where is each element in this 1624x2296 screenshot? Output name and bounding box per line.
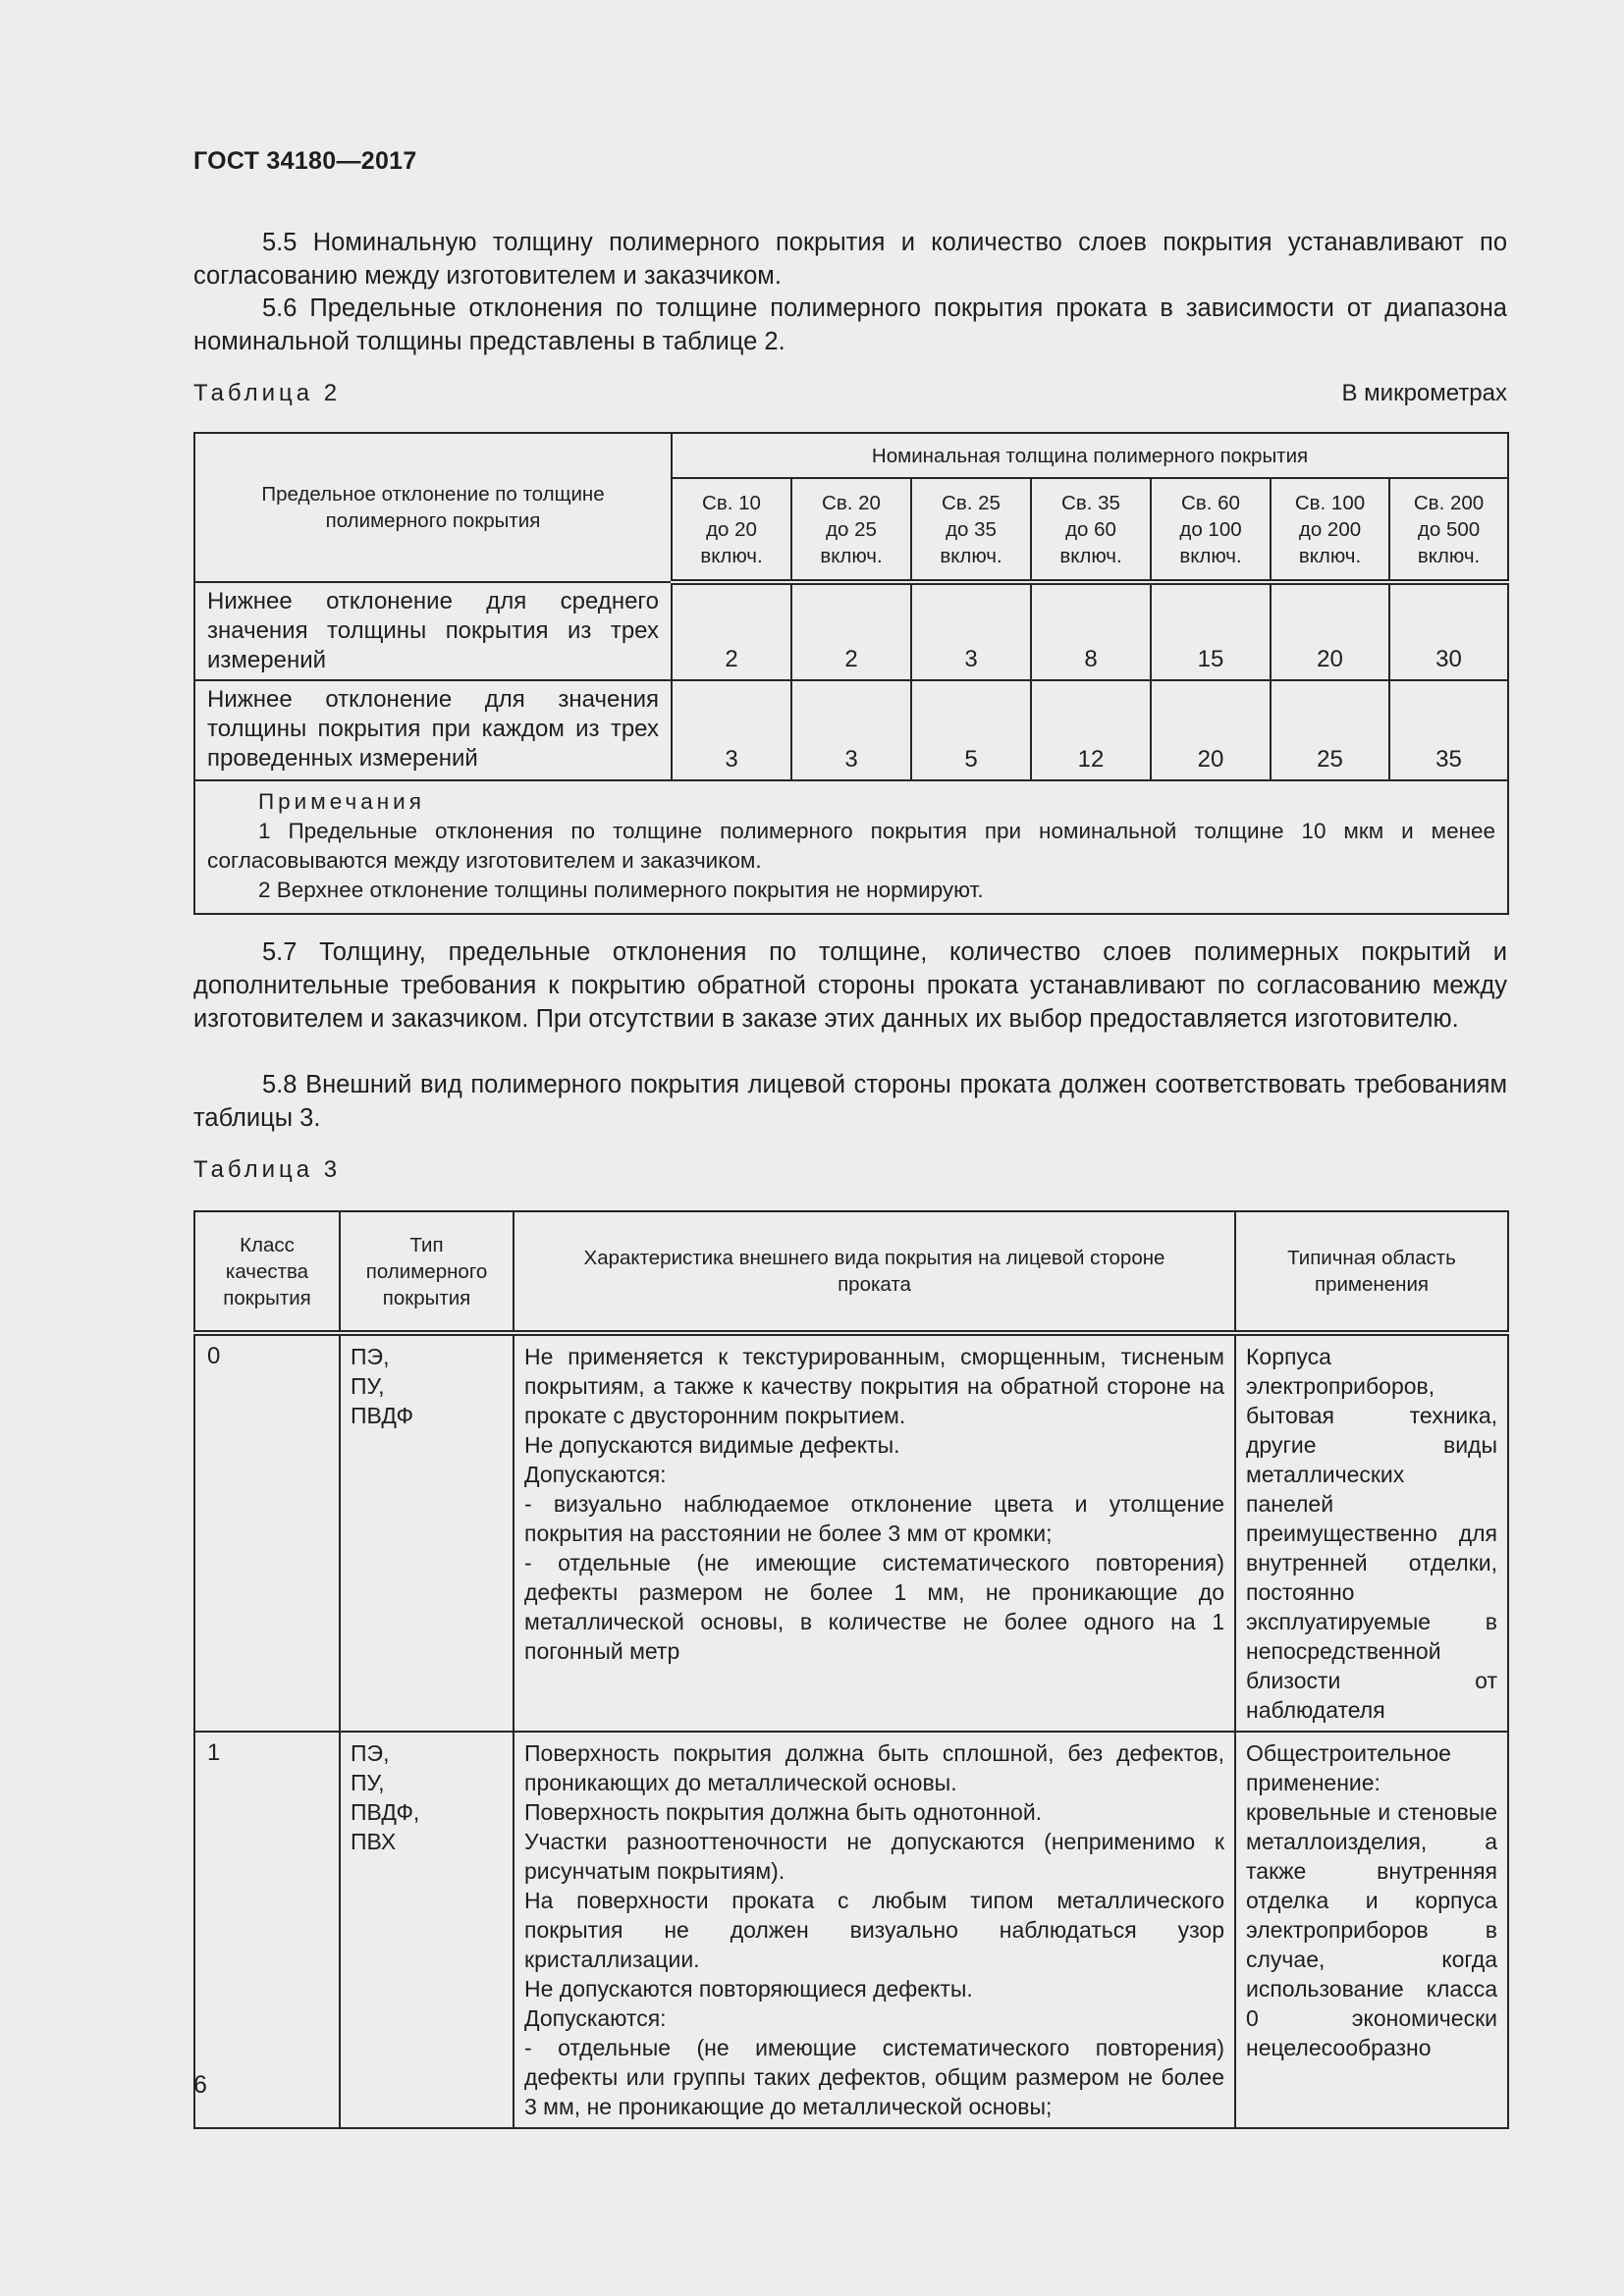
- table2-unit: В микрометрах: [1341, 380, 1507, 406]
- table2-cell: 3: [672, 680, 791, 780]
- table2-col-header: Св. 20 до 25 включ.: [791, 478, 911, 582]
- table2-caption: Таблица 2: [193, 380, 342, 406]
- table3-type-cell: ПЭ, ПУ, ПВДФ: [340, 1333, 514, 1732]
- document-header: ГОСТ 34180—2017: [193, 147, 417, 175]
- table3-area-cell: Общестроительное применение: кровельные и стеновые металлоизделия, а также внутренняя отделка и корпуса электроприборов в случае, когда использование класса 0 экономически нецелесообразно: [1235, 1732, 1508, 2128]
- table2-cell: 20: [1151, 680, 1271, 780]
- table2-cell: 30: [1389, 582, 1508, 680]
- table3-header-characteristic: Характеристика внешнего вида покрытия на лицевой стороне проката: [514, 1211, 1235, 1333]
- table3-description-cell: Не применяется к текстурированным, сморщенным, тисненым покрытиям, а также к качеству покрытия на обратной стороне на прокате с двусторонним покрытием. Не допускаются видимые дефекты. Допускаются: - визуально наблюдаемое отклонение цвета и утолщение покрытия на расстоянии не более 3 мм от кромки; - отдельные (не имеющие систематического повторения) дефекты размером не более 1 мм, не проникающие до металлической основы, в количестве не более одного на 1 погонный метр: [514, 1333, 1235, 1732]
- table3-type-cell: ПЭ, ПУ, ПВДФ, ПВХ: [340, 1732, 514, 2128]
- paragraph-5-6-text: 5.6 Предельные отклонения по толщине полимерного покрытия проката в зависимости от диапазона номинальной толщины представлены в таблице 2.: [193, 294, 1507, 355]
- table3-area-cell: Корпуса электроприборов, бытовая техника, другие виды металлических панелей преимущественно для внутренней отделки, постоянно эксплуатируемые в непосредственной близости от наблюдателя: [1235, 1333, 1508, 1732]
- table3-description-cell: Поверхность покрытия должна быть сплошной, без дефектов, проникающих до металлической основы. Поверхность покрытия должна быть однотонной. Участки разнооттеночности не допускаются (неприменимо к рисунчатым покрытиям). На поверхности проката с любым типом металлического покрытия не должен визуально наблюдаться узор кристаллизации. Не допускаются повторяющиеся дефекты. Допускаются: - отдельные (не имеющие систематического повторения) дефекты или группы таких дефектов, общим размером не более 3 мм, не проникающие до металлической основы;: [514, 1732, 1235, 2128]
- table2-col-header: Св. 100 до 200 включ.: [1271, 478, 1389, 582]
- table3-row: [194, 1732, 1508, 2128]
- table2-note-2: 2 Верхнее отклонение толщины полимерного покрытия не нормируют.: [258, 878, 984, 902]
- table2-group-header: Номинальная толщина полимерного покрытия: [672, 433, 1508, 478]
- table2-cell: 20: [1271, 582, 1389, 680]
- table2-notes: [194, 780, 1508, 914]
- table2-cell: 15: [1151, 582, 1271, 680]
- page-number: 6: [193, 2071, 207, 2099]
- table2-row-label: Нижнее отклонение для среднего значения толщины покрытия из трех измерений: [194, 582, 672, 680]
- table2-cell: 8: [1031, 582, 1151, 680]
- paragraph-5-5: [193, 226, 1507, 293]
- table2-col-header: Св. 25 до 35 включ.: [911, 478, 1031, 582]
- paragraph-5-5-text: 5.5 Номинальную толщину полимерного покрытия и количество слоев покрытия устанавливают по согласованию между изготовителем и заказчиком.: [193, 229, 1507, 290]
- paragraph-5-6: [193, 292, 1507, 358]
- table2-notes-title: Примечания: [258, 789, 425, 814]
- table3-class-cell: 0: [194, 1333, 340, 1732]
- table2-cell: 3: [911, 582, 1031, 680]
- table2-row-header: Предельное отклонение по толщине полимерного покрытия: [194, 433, 672, 582]
- table3-header-class: Класс качества покрытия: [194, 1211, 340, 1333]
- table2-col-header: Св. 35 до 60 включ.: [1031, 478, 1151, 582]
- table2-col-header: Св. 200 до 500 включ.: [1389, 478, 1508, 582]
- table2-col-header: Св. 60 до 100 включ.: [1151, 478, 1271, 582]
- table3-class-cell: 1: [194, 1732, 340, 2128]
- table2-row: [194, 582, 1508, 680]
- table-2: [193, 432, 1509, 915]
- table3-caption: Таблица 3: [193, 1156, 342, 1183]
- paragraph-5-8: [193, 1068, 1507, 1135]
- table2-row: [194, 680, 1508, 780]
- paragraph-5-8-text: 5.8 Внешний вид полимерного покрытия лицевой стороны проката должен соответствовать требованиям таблицы 3.: [193, 1071, 1507, 1132]
- table3-header-area: Типичная область применения: [1235, 1211, 1508, 1333]
- table2-cell: 3: [791, 680, 911, 780]
- table2-cell: 5: [911, 680, 1031, 780]
- table3-header-type: Тип полимерного покрытия: [340, 1211, 514, 1333]
- table2-cell: 12: [1031, 680, 1151, 780]
- table2-row-label: Нижнее отклонение для значения толщины покрытия при каждом из трех проведенных измерений: [194, 680, 672, 780]
- table2-col-header: Св. 10 до 20 включ.: [672, 478, 791, 582]
- table3-row: [194, 1333, 1508, 1732]
- table2-cell: 35: [1389, 680, 1508, 780]
- table2-note-1: 1 Предельные отклонения по толщине полимерного покрытия при номинальной толщине 10 мкм и менее согласовываются между изготовителем и заказчиком.: [207, 819, 1496, 873]
- paragraph-5-7-text: 5.7 Толщину, предельные отклонения по толщине, количество слоев полимерных покрытий и дополнительные требования к покрытию обратной стороны проката устанавливают по согласованию между изготовителем и заказчиком. При отсутствии в заказе этих данных их выбор предоставляется изготовителю.: [193, 938, 1507, 1033]
- table-3: [193, 1210, 1509, 2129]
- table2-cell: 25: [1271, 680, 1389, 780]
- paragraph-5-7: [193, 935, 1507, 1036]
- table2-cell: 2: [791, 582, 911, 680]
- table2-cell: 2: [672, 582, 791, 680]
